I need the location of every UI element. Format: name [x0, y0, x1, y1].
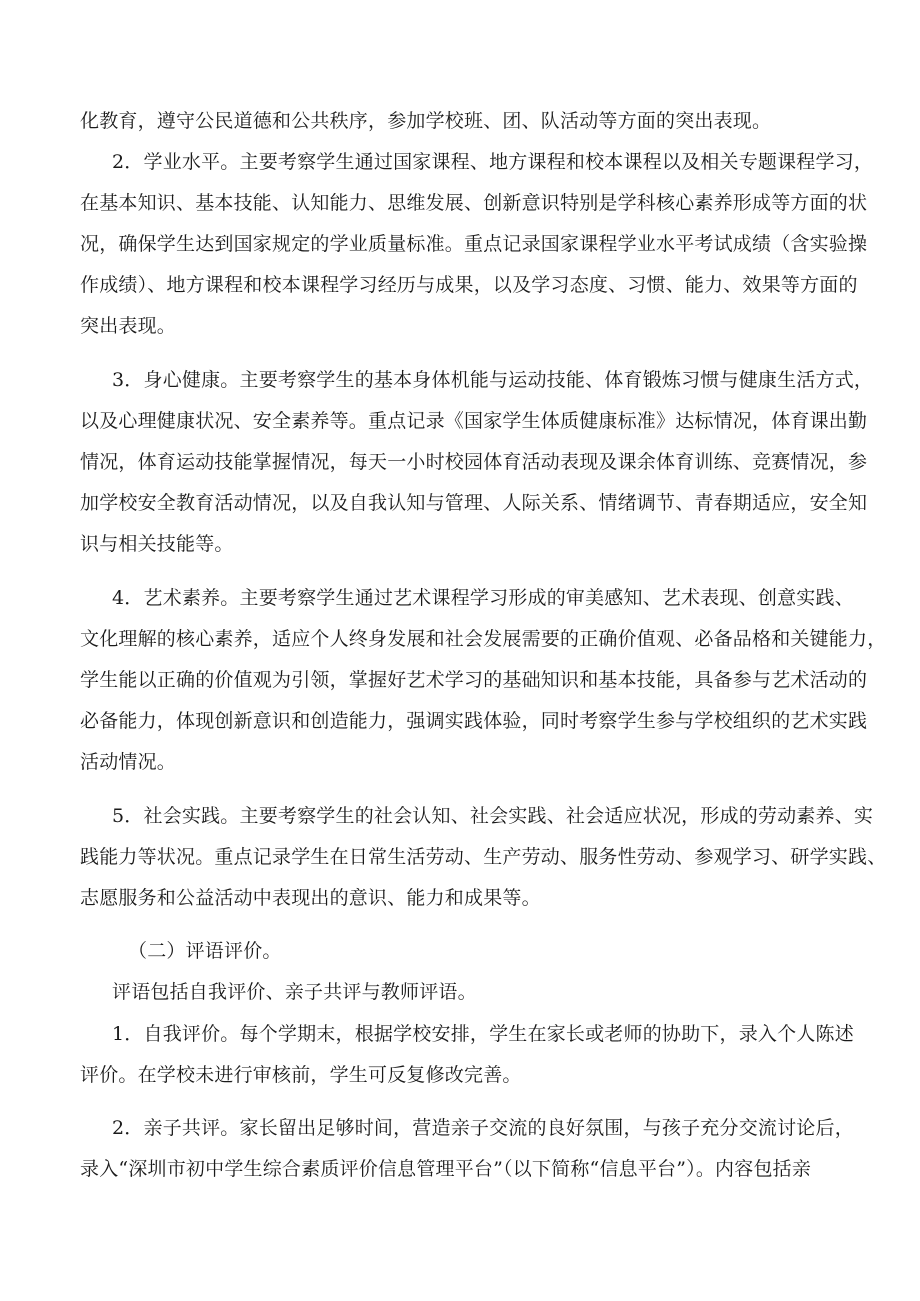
paragraph-4-line-4: 必备能力，体现创新意识和创造能力，强调实践体验，同时考察学生参与学校组织的艺术实践 — [80, 710, 868, 732]
paragraph-8-line-2: 录入“深圳市初中学生综合素质评价信息管理平台”（以下简称“信息平台”）。内容包括亲 — [80, 1158, 812, 1180]
paragraph-4-line-2: 文化理解的核心素养，适应个人终身发展和社会发展需要的正确价值观、必备品格和关键能力， — [80, 628, 887, 650]
paragraph-7-line-2: 评价。在学校未进行审核前，学生可反复修改完善。 — [80, 1064, 522, 1086]
paragraph-2-line-2: 在基本知识、基本技能、认知能力、思维发展、创新意识特别是学科核心素养形成等方面的状 — [80, 192, 868, 214]
paragraph-3-line-4: 加学校安全教育活动情况，以及自我认知与管理、人际关系、情绪调节、青春期适应，安全知 — [80, 492, 868, 514]
paragraph-2-line-3: 况，确保学生达到国家规定的学业质量标准。重点记录国家课程学业水平考试成绩（含实验操 — [80, 233, 868, 255]
paragraph-2-line-5: 突出表现。 — [80, 315, 177, 337]
paragraph-6-line-1: 评语包括自我评价、亲子共评与教师评语。 — [112, 981, 477, 1003]
paragraph-3-line-1: 3．身心健康。主要考察学生的基本身体机能与运动技能、体育锻炼习惯与健康生活方式， — [112, 369, 874, 391]
paragraph-5-line-3: 志愿服务和公益活动中表现出的意识、能力和成果等。 — [80, 887, 541, 909]
paragraph-8-line-1: 2．亲子共评。家长留出足够时间，营造亲子交流的良好氛围，与孩子充分交流讨论后， — [112, 1117, 854, 1139]
paragraph-1-line-1: 化教育，遵守公民道德和公共秩序，参加学校班、团、队活动等方面的突出表现。 — [80, 110, 772, 132]
paragraph-7-line-1: 1．自我评价。每个学期末，根据学校安排，学生在家长或老师的协助下，录入个人陈述 — [112, 1023, 854, 1045]
paragraph-3-line-5: 识与相关技能等。 — [80, 533, 234, 555]
paragraph-4-line-1: 4．艺术素养。主要考察学生通过艺术课程学习形成的审美感知、艺术表现、创意实践、 — [112, 587, 854, 609]
paragraph-4-line-3: 学生能以正确的价值观为引领，掌握好艺术学习的基础知识和基本技能，具备参与艺术活动的 — [80, 669, 868, 691]
paragraph-3-line-2: 以及心理健康状况、安全素养等。重点记录《国家学生体质健康标准》达标情况，体育课出勤 — [80, 410, 868, 432]
paragraph-2-line-4: 作成绩）、地方课程和校本课程学习经历与成果，以及学习态度、习惯、能力、效果等方面的 — [80, 274, 858, 296]
paragraph-5-line-2: 践能力等状况。重点记录学生在日常生活劳动、生产劳动、服务性劳动、参观学习、研学实践、 — [80, 846, 887, 868]
paragraph-4-line-5: 活动情况。 — [80, 751, 177, 773]
paragraph-2-line-1: 2．学业水平。主要考察学生通过国家课程、地方课程和校本课程以及相关专题课程学习， — [112, 151, 874, 173]
paragraph-5-line-1: 5．社会实践。主要考察学生的社会认知、社会实践、社会适应状况，形成的劳动素养、实 — [112, 805, 874, 827]
section-heading: （二）评语评价。 — [128, 940, 282, 962]
paragraph-3-line-3: 情况，体育运动技能掌握情况，每天一小时校园体育活动表现及课余体育训练、竞赛情况，参 — [80, 451, 868, 473]
